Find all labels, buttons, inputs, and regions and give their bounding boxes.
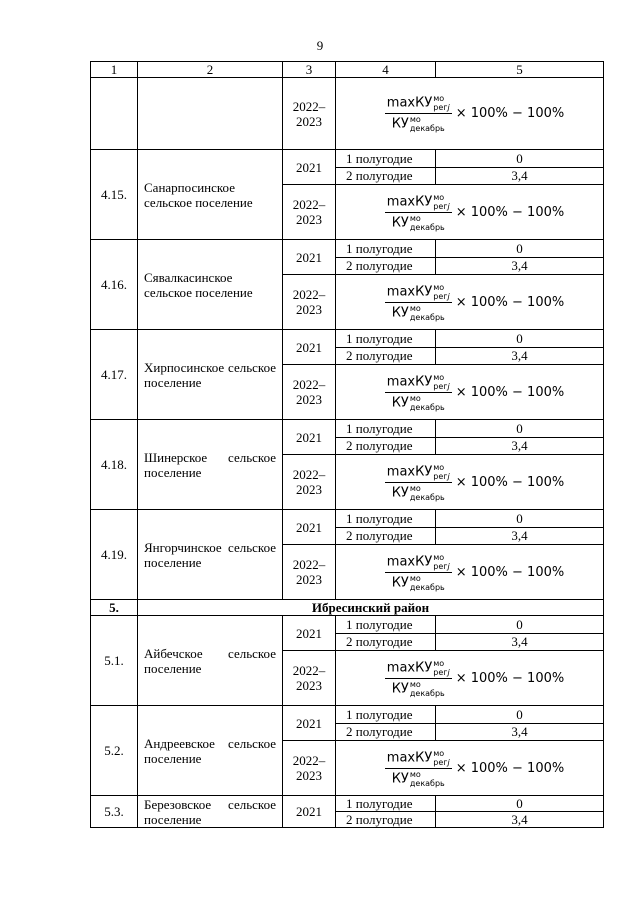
entry-number: 4.15. (91, 150, 138, 240)
value-half-2: 3,4 (436, 527, 604, 545)
value-half-1: 0 (436, 796, 604, 812)
table-row (91, 616, 604, 634)
value-half-2: 3,4 (436, 257, 604, 275)
value-half-1: 0 (436, 706, 604, 724)
formula-tail: × 100% − 100% (455, 204, 565, 220)
formula-fraction: maxКУ мо регj КУ мо декабрь (386, 462, 450, 502)
year-range: 2022– 2023 (283, 455, 336, 510)
value-half-2: 3,4 (436, 167, 604, 185)
value-half-2: 3,4 (436, 347, 604, 365)
formula-fraction: maxКУ мо регj КУ мо декабрь (386, 748, 450, 788)
half-year-1: 1 полугодие (336, 150, 436, 168)
entry-name: Андреевское сельское поселение (138, 706, 283, 796)
value-half-1: 0 (436, 616, 604, 634)
entry-number: 5.3. (91, 796, 138, 828)
formula-tail: × 100% − 100% (455, 760, 565, 776)
formula (336, 373, 603, 412)
formula-cell (336, 741, 604, 796)
entry-number: 4.18. (91, 420, 138, 510)
table-row (91, 330, 604, 348)
table-row (91, 78, 604, 150)
formula-tail: × 100% − 100% (455, 106, 565, 121)
formula-tail: × 100% − 100% (455, 670, 565, 686)
year-range: 2022– 2023 (283, 275, 336, 330)
entry-name: Сявалкасинское сельское поселение (138, 240, 283, 330)
formula-fraction: maxКУ мо регj КУ мо декабрь (386, 552, 450, 592)
formula (336, 463, 603, 502)
entry-name: Санарпосинское сельское поселение (138, 150, 283, 240)
year-2021: 2021 (283, 240, 336, 275)
value-half-2: 3,4 (436, 812, 604, 828)
column-header: 4 (336, 62, 436, 78)
table-row (91, 240, 604, 258)
year-2021: 2021 (283, 420, 336, 455)
half-year-1: 1 полугодие (336, 330, 436, 348)
formula-cell (336, 365, 604, 420)
formula-tail: × 100% − 100% (455, 564, 565, 580)
year-range: 2022– 2023 (283, 651, 336, 706)
half-year-1: 1 полугодие (336, 796, 436, 812)
half-year-2: 2 полугодие (336, 347, 436, 365)
year-range: 2022– 2023 (283, 545, 336, 600)
formula-fraction: maxКУ мо регj КУ мо декабрь (386, 372, 450, 412)
value-half-1: 0 (436, 150, 604, 168)
year-range: 2022– 2023 (283, 741, 336, 796)
formula (336, 659, 603, 698)
entry-number: 4.19. (91, 510, 138, 600)
table-row (91, 420, 604, 438)
formula (336, 749, 603, 788)
half-year-1: 1 полугодие (336, 420, 436, 438)
table-row (91, 706, 604, 724)
entry-name (138, 78, 283, 150)
entry-number (91, 78, 138, 150)
year-2021: 2021 (283, 510, 336, 545)
half-year-2: 2 полугодие (336, 633, 436, 651)
year-2021: 2021 (283, 616, 336, 651)
table-row (91, 150, 604, 168)
year-2021: 2021 (283, 150, 336, 185)
section-row (91, 600, 604, 616)
entry-number: 5.2. (91, 706, 138, 796)
column-header: 3 (283, 62, 336, 78)
entry-name: Хирпосинское сельское поселение (138, 330, 283, 420)
year-range: 2022– 2023 (283, 185, 336, 240)
value-half-2: 3,4 (436, 633, 604, 651)
formula-cell (336, 185, 604, 240)
column-header: 5 (436, 62, 604, 78)
table-row (91, 510, 604, 528)
entry-number: 4.16. (91, 240, 138, 330)
section-number: 5. (91, 600, 138, 616)
formula (336, 94, 603, 133)
section-title: Ибресинский район (138, 600, 604, 616)
half-year-2: 2 полугодие (336, 167, 436, 185)
year-range: 2022– 2023 (283, 78, 336, 150)
formula-cell (336, 455, 604, 510)
value-half-2: 3,4 (436, 437, 604, 455)
half-year-2: 2 полугодие (336, 437, 436, 455)
formula (336, 283, 603, 322)
column-header: 2 (138, 62, 283, 78)
half-year-2: 2 полугодие (336, 723, 436, 741)
entry-number: 5.1. (91, 616, 138, 706)
value-half-2: 3,4 (436, 723, 604, 741)
formula-cell (336, 545, 604, 600)
formula-fraction: maxКУ мо регj КУ мо декабрь (386, 282, 450, 322)
table-row (91, 796, 604, 812)
formula-tail: × 100% − 100% (455, 474, 565, 490)
half-year-2: 2 полугодие (336, 812, 436, 828)
entry-name: Айбечское сельское поселение (138, 616, 283, 706)
value-half-1: 0 (436, 240, 604, 258)
formula-cell (336, 651, 604, 706)
half-year-1: 1 полугодие (336, 706, 436, 724)
tariff-table (90, 61, 604, 828)
formula (336, 553, 603, 592)
formula-tail: × 100% − 100% (455, 294, 565, 310)
formula-fraction: maxКУ мо регj КУ мо декабрь (386, 94, 450, 133)
value-half-1: 0 (436, 510, 604, 528)
page-number: 9 (316, 38, 324, 53)
half-year-1: 1 полугодие (336, 240, 436, 258)
entry-name: Шинерское сельское поселение (138, 420, 283, 510)
entry-name: Янгорчинское сельское поселение (138, 510, 283, 600)
column-header: 1 (91, 62, 138, 78)
year-2021: 2021 (283, 706, 336, 741)
column-header-row (91, 62, 604, 78)
entry-number: 4.17. (91, 330, 138, 420)
half-year-2: 2 полугодие (336, 527, 436, 545)
formula-tail: × 100% − 100% (455, 384, 565, 400)
formula-cell (336, 275, 604, 330)
value-half-1: 0 (436, 420, 604, 438)
formula-fraction: maxКУ мо регj КУ мо декабрь (386, 658, 450, 698)
half-year-1: 1 полугодие (336, 510, 436, 528)
formula-cell (336, 78, 604, 150)
formula (336, 193, 603, 232)
half-year-2: 2 полугодие (336, 257, 436, 275)
year-2021: 2021 (283, 330, 336, 365)
formula-fraction: maxКУ мо регj КУ мо декабрь (386, 192, 450, 232)
year-2021: 2021 (283, 796, 336, 828)
entry-name: Березовское сельское поселение (138, 796, 283, 828)
value-half-1: 0 (436, 330, 604, 348)
half-year-1: 1 полугодие (336, 616, 436, 634)
year-range: 2022– 2023 (283, 365, 336, 420)
